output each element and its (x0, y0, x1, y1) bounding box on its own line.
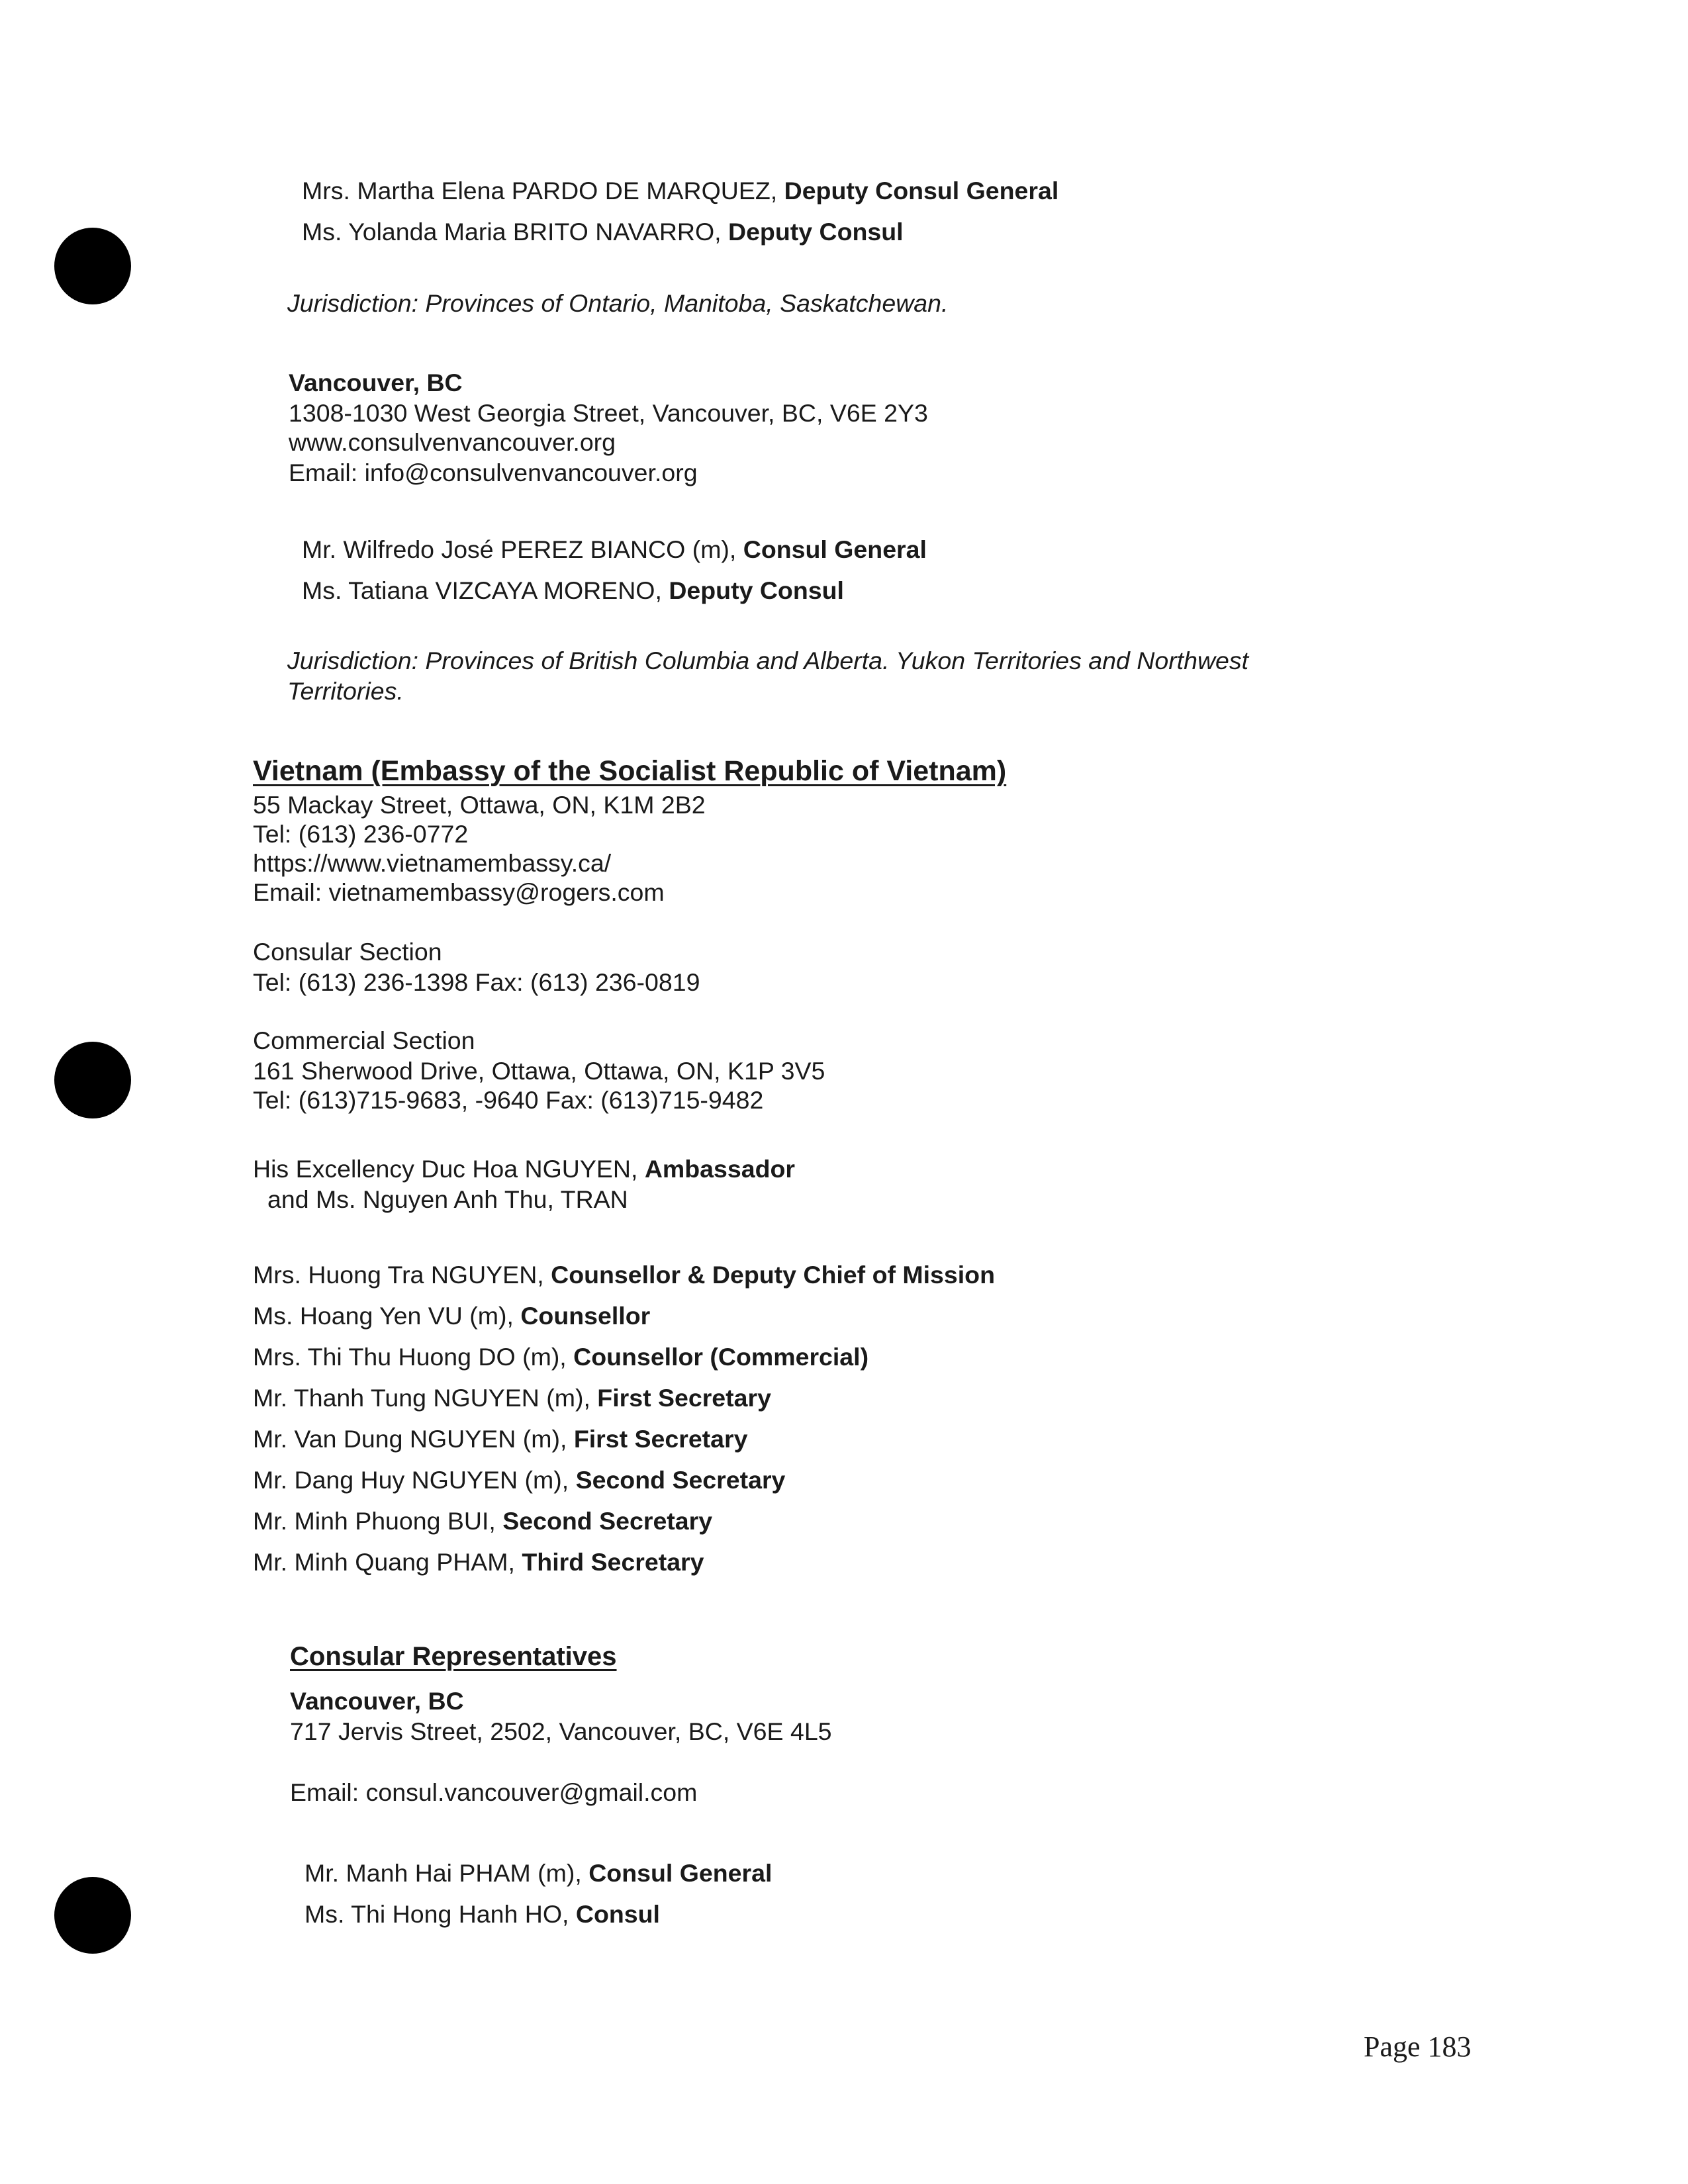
person-title: Deputy Consul (727, 218, 904, 246)
ambassador-name: His Excellency Duc Hoa NGUYEN, (253, 1155, 645, 1183)
staff-title: First Secretary (597, 1384, 771, 1412)
rep-person-title: Consul General (588, 1859, 773, 1887)
embassy-email: Email: vietnamembassy@rogers.com (253, 878, 665, 906)
staff-entry (253, 1465, 785, 1494)
staff-title: Third Secretary (522, 1548, 704, 1576)
rep-person-entry (305, 1858, 772, 1888)
office-email: Email: info@consulvenvancouver.org (289, 459, 698, 486)
embassy-website: https://www.vietnamembassy.ca/ (253, 849, 612, 877)
person-name: Ms. Yolanda Maria BRITO NAVARRO, (302, 218, 728, 246)
person-title: Deputy Consul General (784, 177, 1059, 205)
staff-name: Mr. Minh Phuong BUI, (253, 1507, 503, 1535)
office-address: 1308-1030 West Georgia Street, Vancouver, BC, V6E 2Y3 (289, 399, 928, 427)
person-name: Ms. Tatiana VIZCAYA MORENO, (302, 576, 669, 604)
jurisdiction-note: Jurisdiction: Provinces of Ontario, Manitoba, Saskatchewan. (287, 289, 949, 317)
rep-email: Email: consul.vancouver@gmail.com (290, 1778, 698, 1806)
person-entry (302, 176, 1058, 205)
staff-entry (253, 1301, 650, 1330)
jurisdiction-note: Jurisdiction: Provinces of British Columbia and Alberta. Yukon Territories and Northwest (287, 647, 1249, 674)
staff-name: Mr. Van Dung NGUYEN (m), (253, 1425, 574, 1453)
person-entry (302, 576, 844, 605)
commercial-section-phone: Tel: (613)715-9683, -9640 Fax: (613)715-9482 (253, 1086, 764, 1114)
ambassador-entry (253, 1154, 795, 1183)
consular-section-label: Consular Section (253, 938, 442, 966)
staff-title: Counsellor (520, 1302, 651, 1330)
consular-representatives-heading: Consular Representatives (290, 1642, 617, 1671)
staff-name: Mrs. Thi Thu Huong DO (m), (253, 1343, 574, 1371)
office-website: www.consulvenvancouver.org (289, 428, 616, 456)
staff-name: Mr. Dang Huy NGUYEN (m), (253, 1466, 576, 1494)
office-heading: Vancouver, BC (289, 369, 463, 396)
consular-section-phone: Tel: (613) 236-1398 Fax: (613) 236-0819 (253, 968, 700, 996)
staff-name: Mrs. Huong Tra NGUYEN, (253, 1261, 551, 1289)
person-name: Mrs. Martha Elena PARDO DE MARQUEZ, (302, 177, 784, 205)
staff-name: Mr. Minh Quang PHAM, (253, 1548, 522, 1576)
person-title: Consul General (743, 535, 927, 563)
staff-title: Counsellor & Deputy Chief of Mission (551, 1261, 995, 1289)
staff-title: Counsellor (Commercial) (573, 1343, 869, 1371)
rep-person-name: Mr. Manh Hai PHAM (m), (305, 1859, 589, 1887)
person-name: Mr. Wilfredo José PEREZ BIANCO (m), (302, 535, 743, 563)
country-heading: Vietnam (Embassy of the Socialist Republic of Vietnam) (253, 755, 1007, 787)
person-title: Deputy Consul (669, 576, 844, 604)
staff-entry (253, 1260, 995, 1289)
staff-entry (253, 1547, 704, 1576)
staff-entry (253, 1506, 712, 1535)
commercial-section-label: Commercial Section (253, 1026, 475, 1054)
staff-title: First Secretary (573, 1425, 748, 1453)
rep-address: 717 Jervis Street, 2502, Vancouver, BC, V6E 4L5 (290, 1717, 832, 1745)
jurisdiction-note: Territories. (287, 677, 404, 705)
rep-person-entry (305, 1899, 660, 1929)
staff-name: Ms. Hoang Yen VU (m), (253, 1302, 521, 1330)
ambassador-spouse: and Ms. Nguyen Anh Thu, TRAN (267, 1185, 628, 1213)
rep-person-title: Consul (575, 1900, 660, 1928)
staff-entry (253, 1342, 868, 1371)
commercial-section-address: 161 Sherwood Drive, Ottawa, Ottawa, ON, K1P 3V5 (253, 1057, 825, 1085)
binder-hole-bottom (54, 1877, 131, 1954)
staff-name: Mr. Thanh Tung NGUYEN (m), (253, 1384, 598, 1412)
staff-title: Second Secretary (502, 1507, 713, 1535)
rep-person-name: Ms. Thi Hong Hanh HO, (305, 1900, 576, 1928)
binder-hole-middle (54, 1042, 131, 1118)
staff-title: Second Secretary (575, 1466, 786, 1494)
embassy-phone: Tel: (613) 236-0772 (253, 820, 469, 848)
person-entry (302, 535, 927, 564)
binder-hole-top (54, 228, 131, 304)
ambassador-title: Ambassador (644, 1155, 796, 1183)
staff-entry (253, 1424, 747, 1453)
embassy-address: 55 Mackay Street, Ottawa, ON, K1M 2B2 (253, 791, 706, 819)
staff-entry (253, 1383, 771, 1412)
rep-city: Vancouver, BC (290, 1687, 464, 1715)
page-number: Page 183 (1364, 2030, 1472, 2063)
person-entry (302, 217, 904, 246)
